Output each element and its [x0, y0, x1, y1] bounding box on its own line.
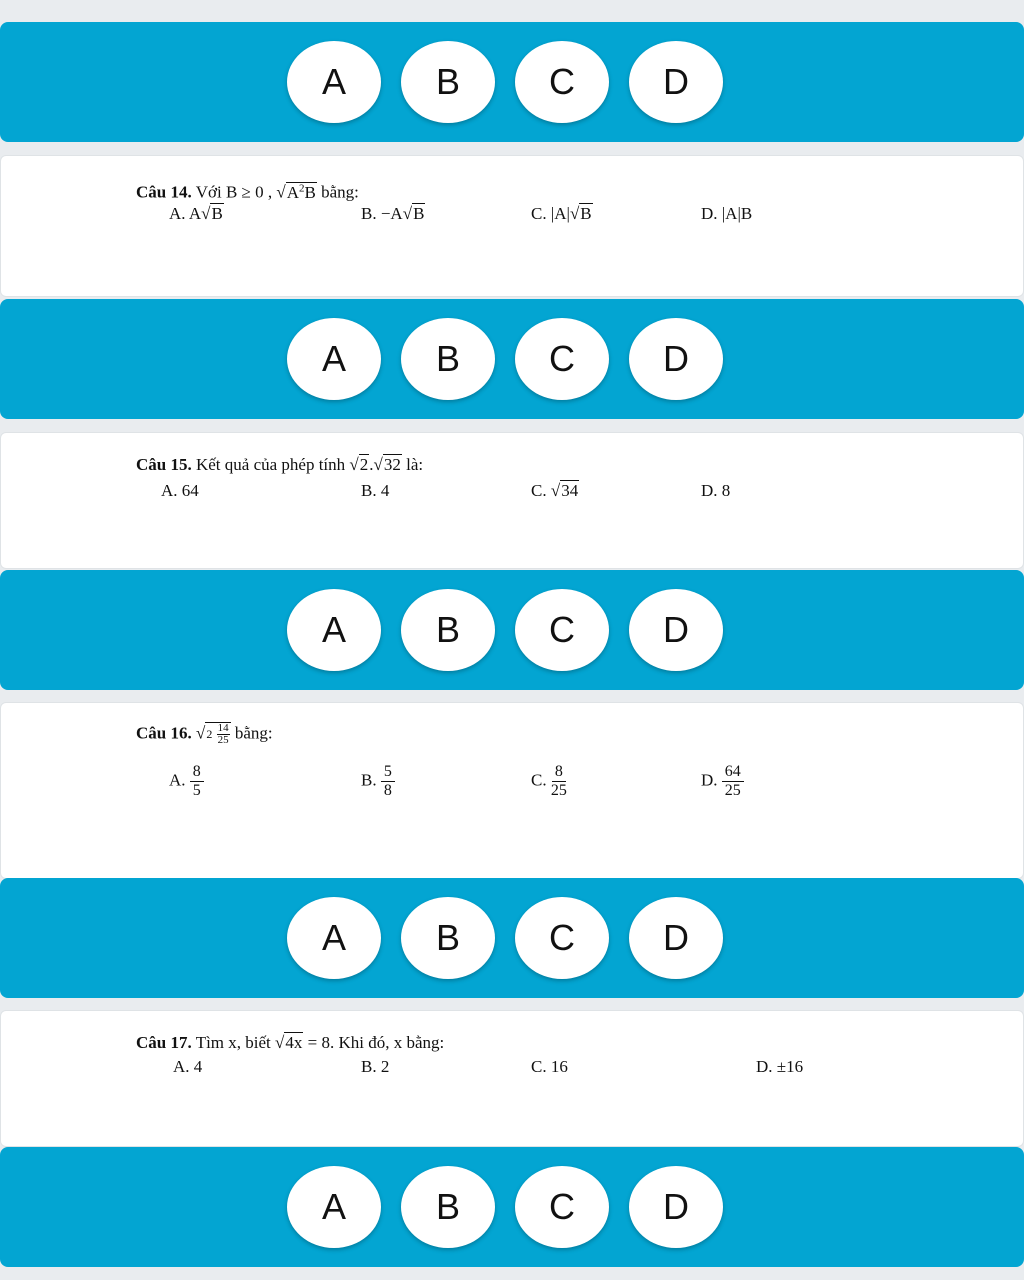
answer-a: [169, 763, 204, 800]
numerator: 5: [381, 763, 395, 782]
option-b-button[interactable]: B: [401, 589, 495, 671]
radicand: B: [580, 204, 592, 223]
answer-letter: A.: [173, 1057, 190, 1076]
option-a-button[interactable]: A: [287, 318, 381, 400]
radical: √2: [349, 455, 369, 474]
radicand: B: [413, 204, 425, 223]
option-b-button[interactable]: B: [401, 1166, 495, 1248]
question-15-text: [136, 455, 423, 475]
option-d-button[interactable]: D: [629, 589, 723, 671]
answer-b: [361, 481, 389, 501]
radicand: B: [211, 204, 223, 223]
question-card-15: [0, 432, 1024, 569]
fraction: [190, 763, 204, 800]
option-a-button[interactable]: A: [287, 589, 381, 671]
answer-letter: A.: [169, 204, 186, 223]
answer-value: 2: [380, 1057, 390, 1076]
option-d-button[interactable]: D: [629, 318, 723, 400]
question-label: Câu 16.: [136, 723, 192, 743]
answer-bar-1: [0, 22, 1024, 142]
option-c-button[interactable]: C: [515, 589, 609, 671]
answer-c: [531, 204, 593, 224]
radical: √32: [373, 455, 401, 474]
question-text: bằng:: [234, 723, 273, 743]
answer-letter: B.: [361, 1057, 377, 1076]
exponent: 2: [298, 182, 305, 194]
question-label: Câu 14.: [136, 182, 192, 202]
fraction: [381, 763, 395, 800]
radicand: 34: [561, 481, 579, 500]
option-b-button[interactable]: B: [401, 897, 495, 979]
option-d-button[interactable]: D: [629, 1166, 723, 1248]
answer-d: [701, 204, 752, 224]
denominator: 5: [192, 782, 201, 799]
radical: √B: [201, 204, 223, 223]
question-label: Câu 15.: [136, 455, 192, 474]
option-a-button[interactable]: A: [287, 1166, 381, 1248]
answer-b: [361, 1057, 389, 1077]
radicand: 2: [359, 455, 369, 474]
answer-value: |A|: [550, 204, 570, 223]
question-card-17: [0, 1010, 1024, 1147]
answer-letter: D.: [701, 481, 718, 500]
answer-value: 4: [193, 1057, 203, 1076]
option-c-button[interactable]: C: [515, 41, 609, 123]
answer-c: [531, 763, 567, 800]
radical: $√A^2B$: [276, 182, 316, 202]
numerator: 14: [217, 722, 229, 734]
radical: √34: [550, 481, 579, 500]
numerator: 8: [552, 763, 566, 782]
answer-bar-4: [0, 878, 1024, 998]
answer-letter: C.: [531, 770, 547, 790]
answer-value: −A: [380, 204, 403, 223]
equation: = 8: [307, 1033, 330, 1052]
option-c-button[interactable]: C: [515, 897, 609, 979]
radicand: B: [304, 182, 316, 202]
answer-a: [173, 1057, 202, 1077]
radical: √4x: [275, 1033, 303, 1052]
question-17-text: [136, 1033, 444, 1053]
answer-bar-3: [0, 570, 1024, 690]
answer-letter: B.: [361, 770, 377, 790]
answer-bar-5: [0, 1147, 1024, 1267]
answer-value: A: [188, 204, 202, 223]
operator: .: [369, 455, 374, 474]
question-text: là:: [406, 455, 424, 474]
answer-value: |A|B: [721, 204, 753, 223]
answer-d: [756, 1057, 803, 1077]
answer-value: ±16: [776, 1057, 804, 1076]
answer-letter: D.: [756, 1057, 773, 1076]
numerator: 64: [722, 763, 744, 782]
option-c-button[interactable]: C: [515, 1166, 609, 1248]
answer-c: [531, 1057, 568, 1077]
answer-letter: D.: [701, 204, 718, 223]
answer-letter: D.: [701, 770, 718, 790]
question-16-text: [136, 723, 273, 746]
answer-d: [701, 763, 744, 800]
answer-letter: C.: [531, 204, 547, 223]
numerator: 8: [190, 763, 204, 782]
answer-a: [169, 204, 224, 224]
whole-part: 2: [206, 727, 213, 742]
question-label: Câu 17.: [136, 1033, 192, 1052]
fraction: [722, 763, 744, 800]
denominator: 25: [550, 782, 567, 799]
question-card-16: [0, 702, 1024, 879]
condition: B ≥ 0 ,: [225, 182, 273, 202]
question-text: Kết quả của phép tính: [195, 455, 346, 474]
question-text: Tìm x, biết: [195, 1033, 271, 1052]
answer-letter: C.: [531, 481, 547, 500]
denominator: 25: [724, 782, 741, 799]
option-d-button[interactable]: D: [629, 897, 723, 979]
answer-value: 4: [380, 481, 390, 500]
question-text: bằng:: [321, 182, 359, 202]
answer-value: 16: [550, 1057, 568, 1076]
radical: √B: [569, 204, 592, 223]
radicand: A: [286, 182, 299, 202]
answer-letter: B.: [361, 481, 377, 500]
radicand: 4x: [285, 1033, 303, 1052]
radical: √B: [402, 204, 425, 223]
option-b-button[interactable]: B: [401, 318, 495, 400]
radicand: 32: [383, 455, 401, 474]
fraction: [551, 763, 567, 800]
fraction: [217, 723, 230, 746]
answer-a: [161, 481, 199, 501]
radical: √2 $\frac{14}{25}$: [195, 722, 229, 746]
answer-letter: A.: [161, 481, 178, 500]
option-a-button[interactable]: A: [287, 41, 381, 123]
option-a-button[interactable]: A: [287, 897, 381, 979]
option-c-button[interactable]: C: [515, 318, 609, 400]
question-text: Với: [195, 182, 222, 202]
answer-b: [361, 763, 395, 800]
option-d-button[interactable]: D: [629, 41, 723, 123]
question-14-text: [136, 178, 359, 203]
answer-value: 8: [721, 481, 731, 500]
denominator: 8: [383, 782, 392, 799]
answer-c: [531, 481, 579, 501]
answer-b: [361, 204, 425, 224]
answer-letter: B.: [361, 204, 377, 223]
question-text: . Khi đó, x bằng:: [329, 1033, 445, 1052]
answer-bar-2: [0, 299, 1024, 419]
option-b-button[interactable]: B: [401, 41, 495, 123]
answer-letter: C.: [531, 1057, 547, 1076]
denominator: 25: [217, 734, 229, 746]
question-card-14: [0, 155, 1024, 297]
answer-letter: A.: [169, 770, 186, 790]
answer-d: [701, 481, 730, 501]
answer-value: 64: [181, 481, 199, 500]
